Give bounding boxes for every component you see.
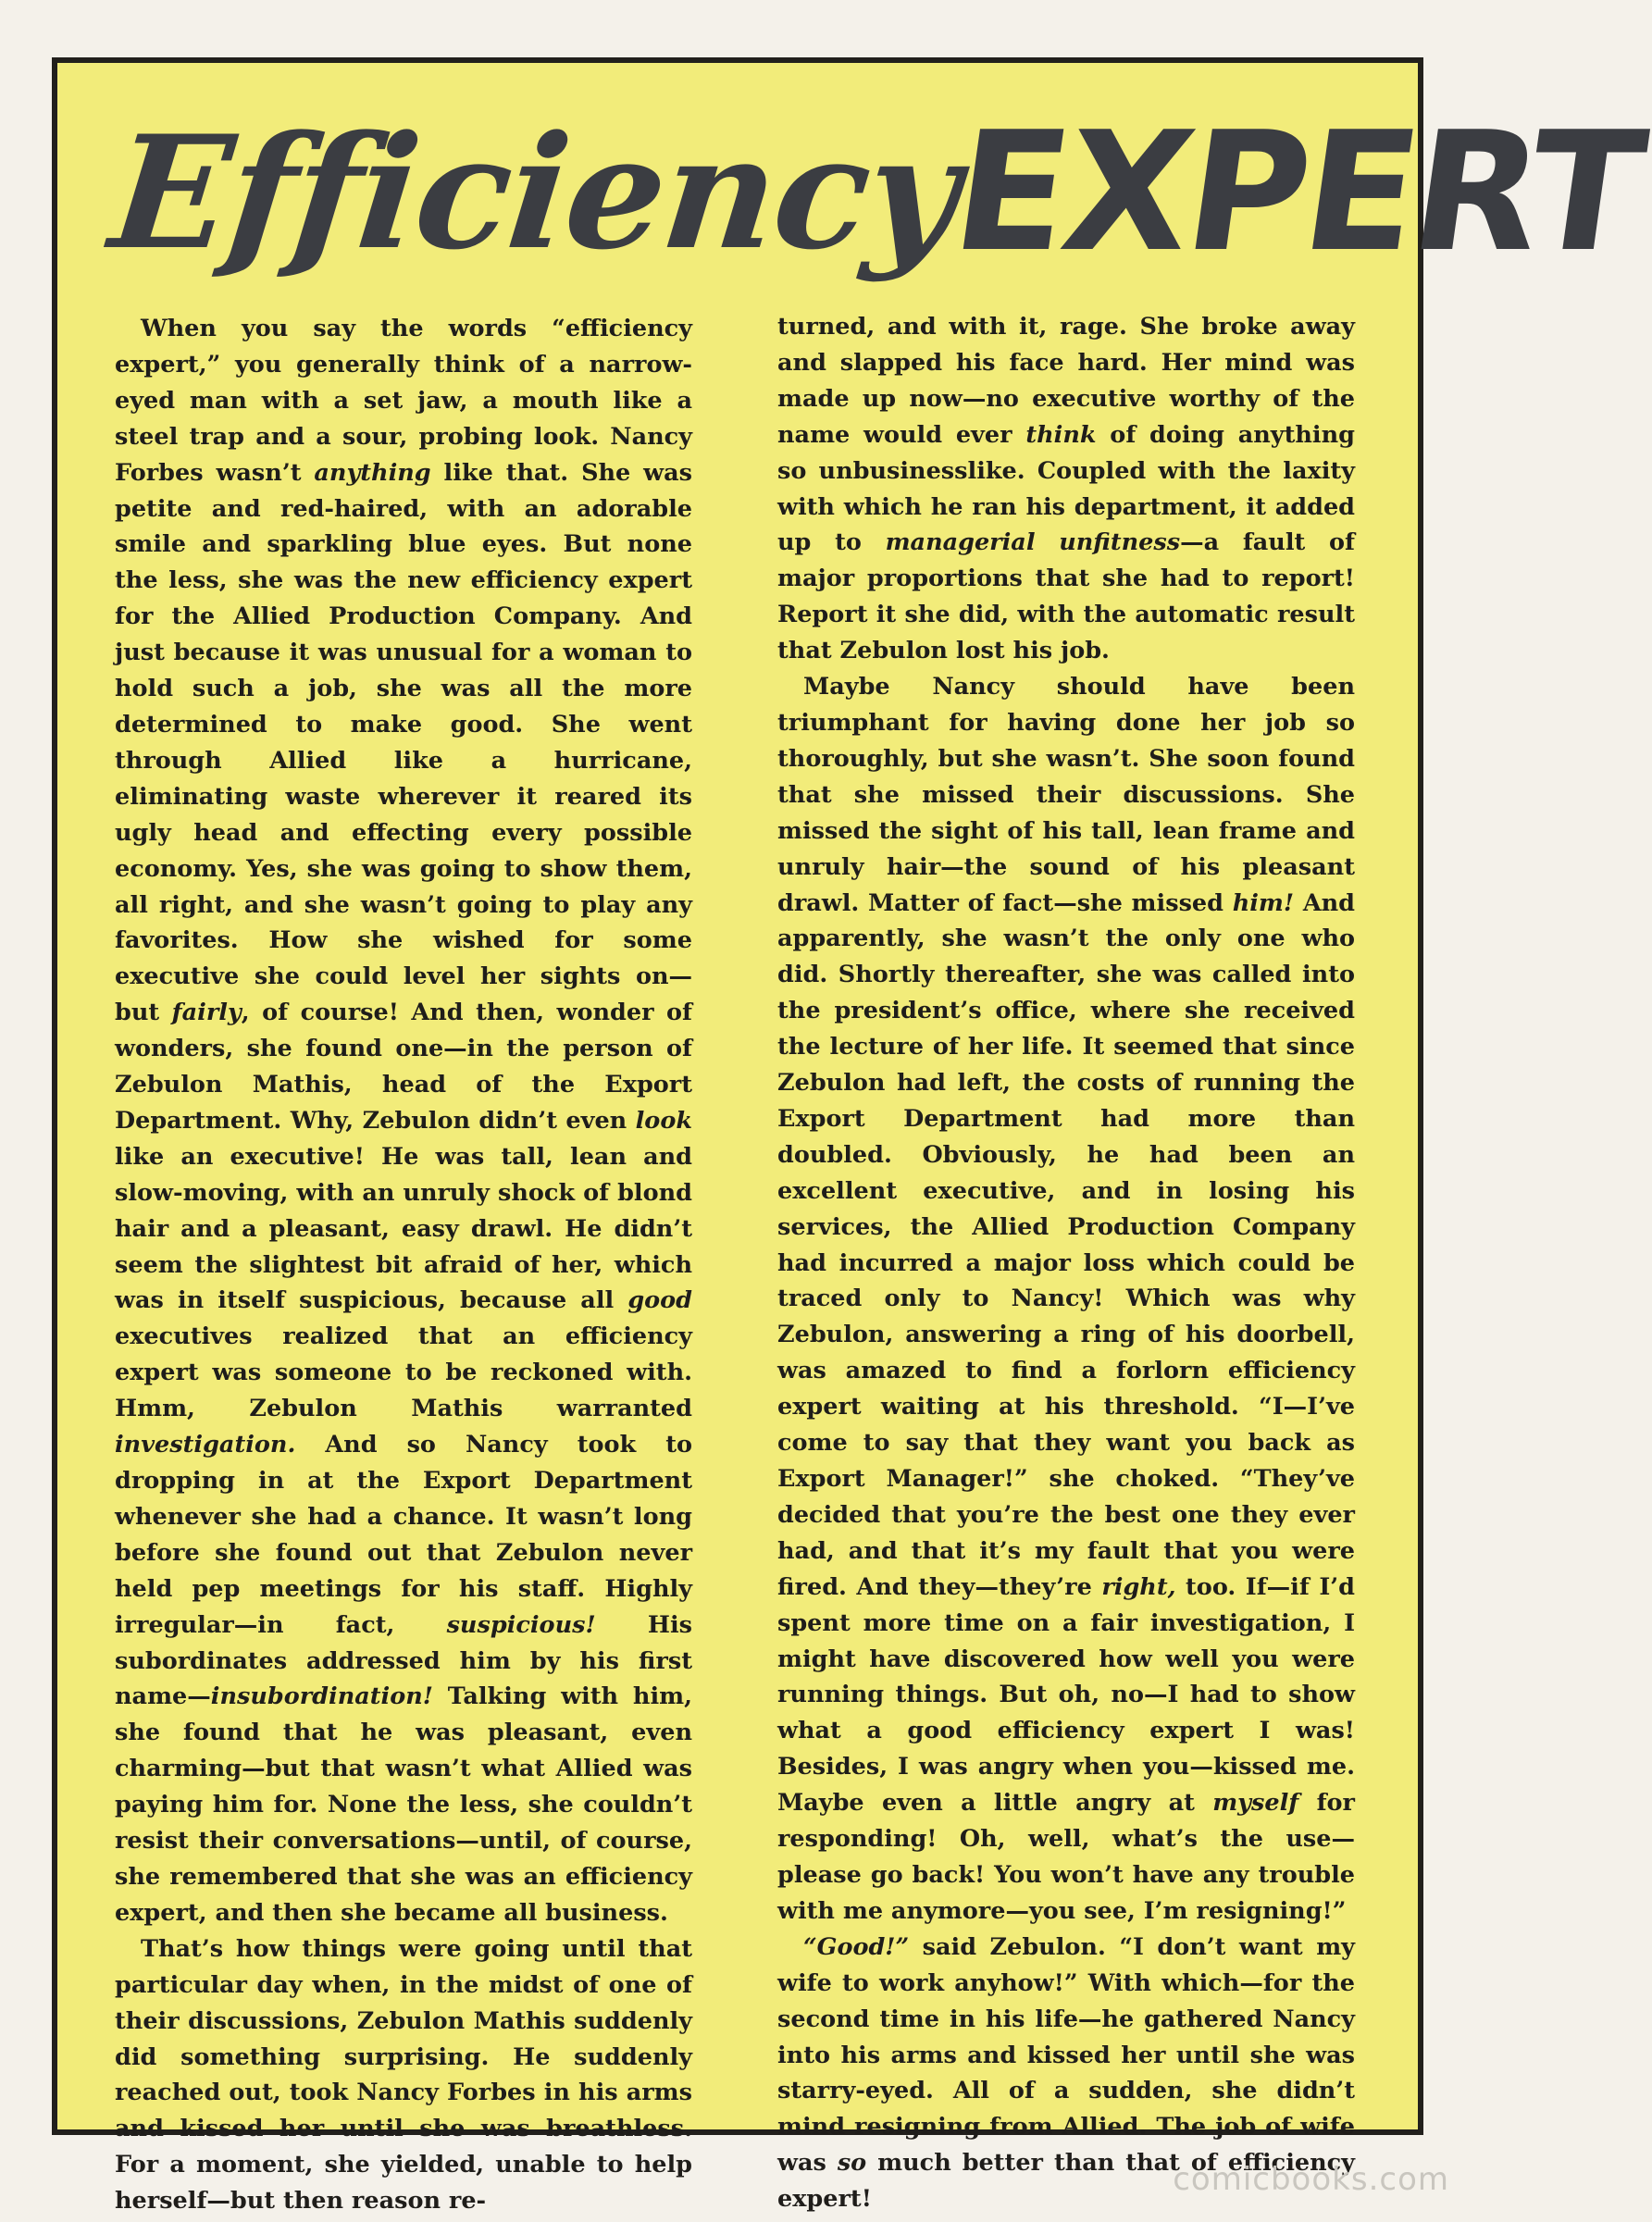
emphasis: him! xyxy=(1232,888,1295,917)
text-run: turned, and with it, rage. She broke away and slapped his face hard. Her mind was made up now—no executive worthy of the name would ever xyxy=(777,313,1355,449)
text-run: His subordinates addressed him by his first name— xyxy=(115,1610,692,1711)
emphasis: “Good!” xyxy=(803,1932,910,1961)
emphasis: managerial unfitness xyxy=(885,528,1181,557)
paragraph xyxy=(777,669,1355,1930)
emphasis: fairly xyxy=(171,999,242,1027)
text-run: , of course! And then, wonder of wonders, she found one—in the person of Zebulon Mathis, head of the Export Department. Why, Zebulon didn’t even xyxy=(115,999,692,1135)
emphasis: look xyxy=(635,1106,692,1135)
text-run: said Zebulon. “I don’t want my wife to work anyhow!” With which—for the second time in his life—he gathered Nancy into his arms and kissed her until she was starry-eyed. All of a sudden, she didn’t mind resigning from Allied. The job of wife was xyxy=(777,1932,1355,2178)
text-run: When you say the words “efficiency expert,” you generally think of a narrow-eyed man with a set jaw, a mouth like a steel trap and a sour, probing look. Nancy Forbes wasn’t xyxy=(115,315,692,487)
text-run: like an executive! He was tall, lean and slow-moving, with an unruly shock of blond hair and a pleasant, easy drawl. He didn’t seem the slightest bit afraid of her, which was in itself suspicious, because all xyxy=(115,1142,692,1315)
emphasis: think xyxy=(1025,420,1097,449)
watermark: comicbooks.com xyxy=(1173,2161,1449,2198)
text-run: Talking with him, she found that he was pleasant, even charming—but that wasn’t what Allied was paying him for. None the less, she couldn’t resist their conversations—until, of course, she remembered that she was an efficiency expert, and then she became all business. xyxy=(115,1682,692,1927)
text-run: —a fault of major proportions that she had to report! Report it she did, with the automatic result that Zebulon lost his job. xyxy=(777,528,1355,665)
emphasis: so xyxy=(837,2149,867,2178)
emphasis: myself xyxy=(1212,1789,1299,1818)
title-block-word: EXPERT xyxy=(942,96,1652,288)
page-title xyxy=(103,81,1652,304)
text-run: too. If—if I’d spent more time on a fair investigation, I might have discovered how well you were running things. But oh, no—I had to show what a good efficiency expert I was! Besides, I was angry when you—kissed me. Maybe even a little angry at xyxy=(777,1572,1355,1818)
emphasis: investigation. xyxy=(115,1431,296,1459)
emphasis: anything xyxy=(314,458,431,487)
left-column xyxy=(115,311,692,2219)
text-run: executives realized that an efficiency expert was someone to be reckoned with. Hmm, Zebulon Mathis warranted xyxy=(115,1322,692,1423)
text-run: And apparently, she wasn’t the only one who did. Shortly thereafter, she was called into the president’s office, where she received the lecture of her life. It seemed that since Zebulon had left, the costs of running the Export Department had more than doubled. Obviously, he had been an excellent executive, and in losing his services, the Allied Production Company had incurred a major loss which could be traced only to Nancy! Which was why Zebulon, answering a ring of his doorbell, was amazed to find a forlorn efficiency expert waiting at his threshold. “I—I’ve come to say that they want you back as Export Manager!” she choked. “They’ve decided that you’re the best one they ever had, and that it’s my fault that you were fired. And they—they’re xyxy=(777,888,1355,1601)
text-run: for responding! Oh, well, what’s the use—please go back! You won’t have any trouble with me anymore—you see, I’m resigning!” xyxy=(777,1789,1355,1925)
right-column xyxy=(777,309,1355,2217)
emphasis: insubordination! xyxy=(210,1682,433,1711)
emphasis: suspicious! xyxy=(446,1610,596,1639)
emphasis: good xyxy=(627,1286,692,1315)
emphasis: right, xyxy=(1101,1572,1176,1601)
text-run: like that. She was petite and red-haired, with an adorable smile and sparkling blue eyes. But none the less, she was the new efficiency expert for the Allied Production Company. And just because it was unusual for a woman to hold such a job, she was all the more determined to make good. She went through Allied like a hurricane, eliminating waste wherever it reared its ugly head and effecting every possible economy. Yes, she was going to show them, all right, and she wasn’t going to play any favorites. How she wished for some executive she could level her sights on—but xyxy=(115,458,692,1027)
paragraph xyxy=(777,309,1355,669)
paragraph: That’s how things were going until that particular day when, in the midst of one of their discussions, Zebulon Mathis suddenly did something surprising. He suddenly reached out, took Nancy Forbes in his arms and kissed her until she was breathless. For a moment, she yielded, unable to help herself—but then reason re- xyxy=(115,1934,692,2216)
paragraph xyxy=(115,311,692,1931)
text-run: And so Nancy took to dropping in at the Export Department whenever she had a chance. It wasn’t long before she found out that Zebulon never held pep meetings for his staff. Highly irregular—in fact, xyxy=(115,1431,692,1639)
text-run: much better than that of efficiency expert! xyxy=(777,2149,1356,2214)
text-run: Maybe Nancy should have been triumphant for having done her job so thoroughly, but she wasn’t. She soon found that she missed their discussions. She missed the sight of his tall, lean frame and unruly hair—the sound of his pleasant drawl. Matter of fact—she missed xyxy=(777,673,1355,917)
text-run: of doing anything so unbusinesslike. Coupled with the laxity with which he ran his department, it added up to xyxy=(777,420,1355,557)
title-script-word: Efficiency xyxy=(103,101,966,284)
